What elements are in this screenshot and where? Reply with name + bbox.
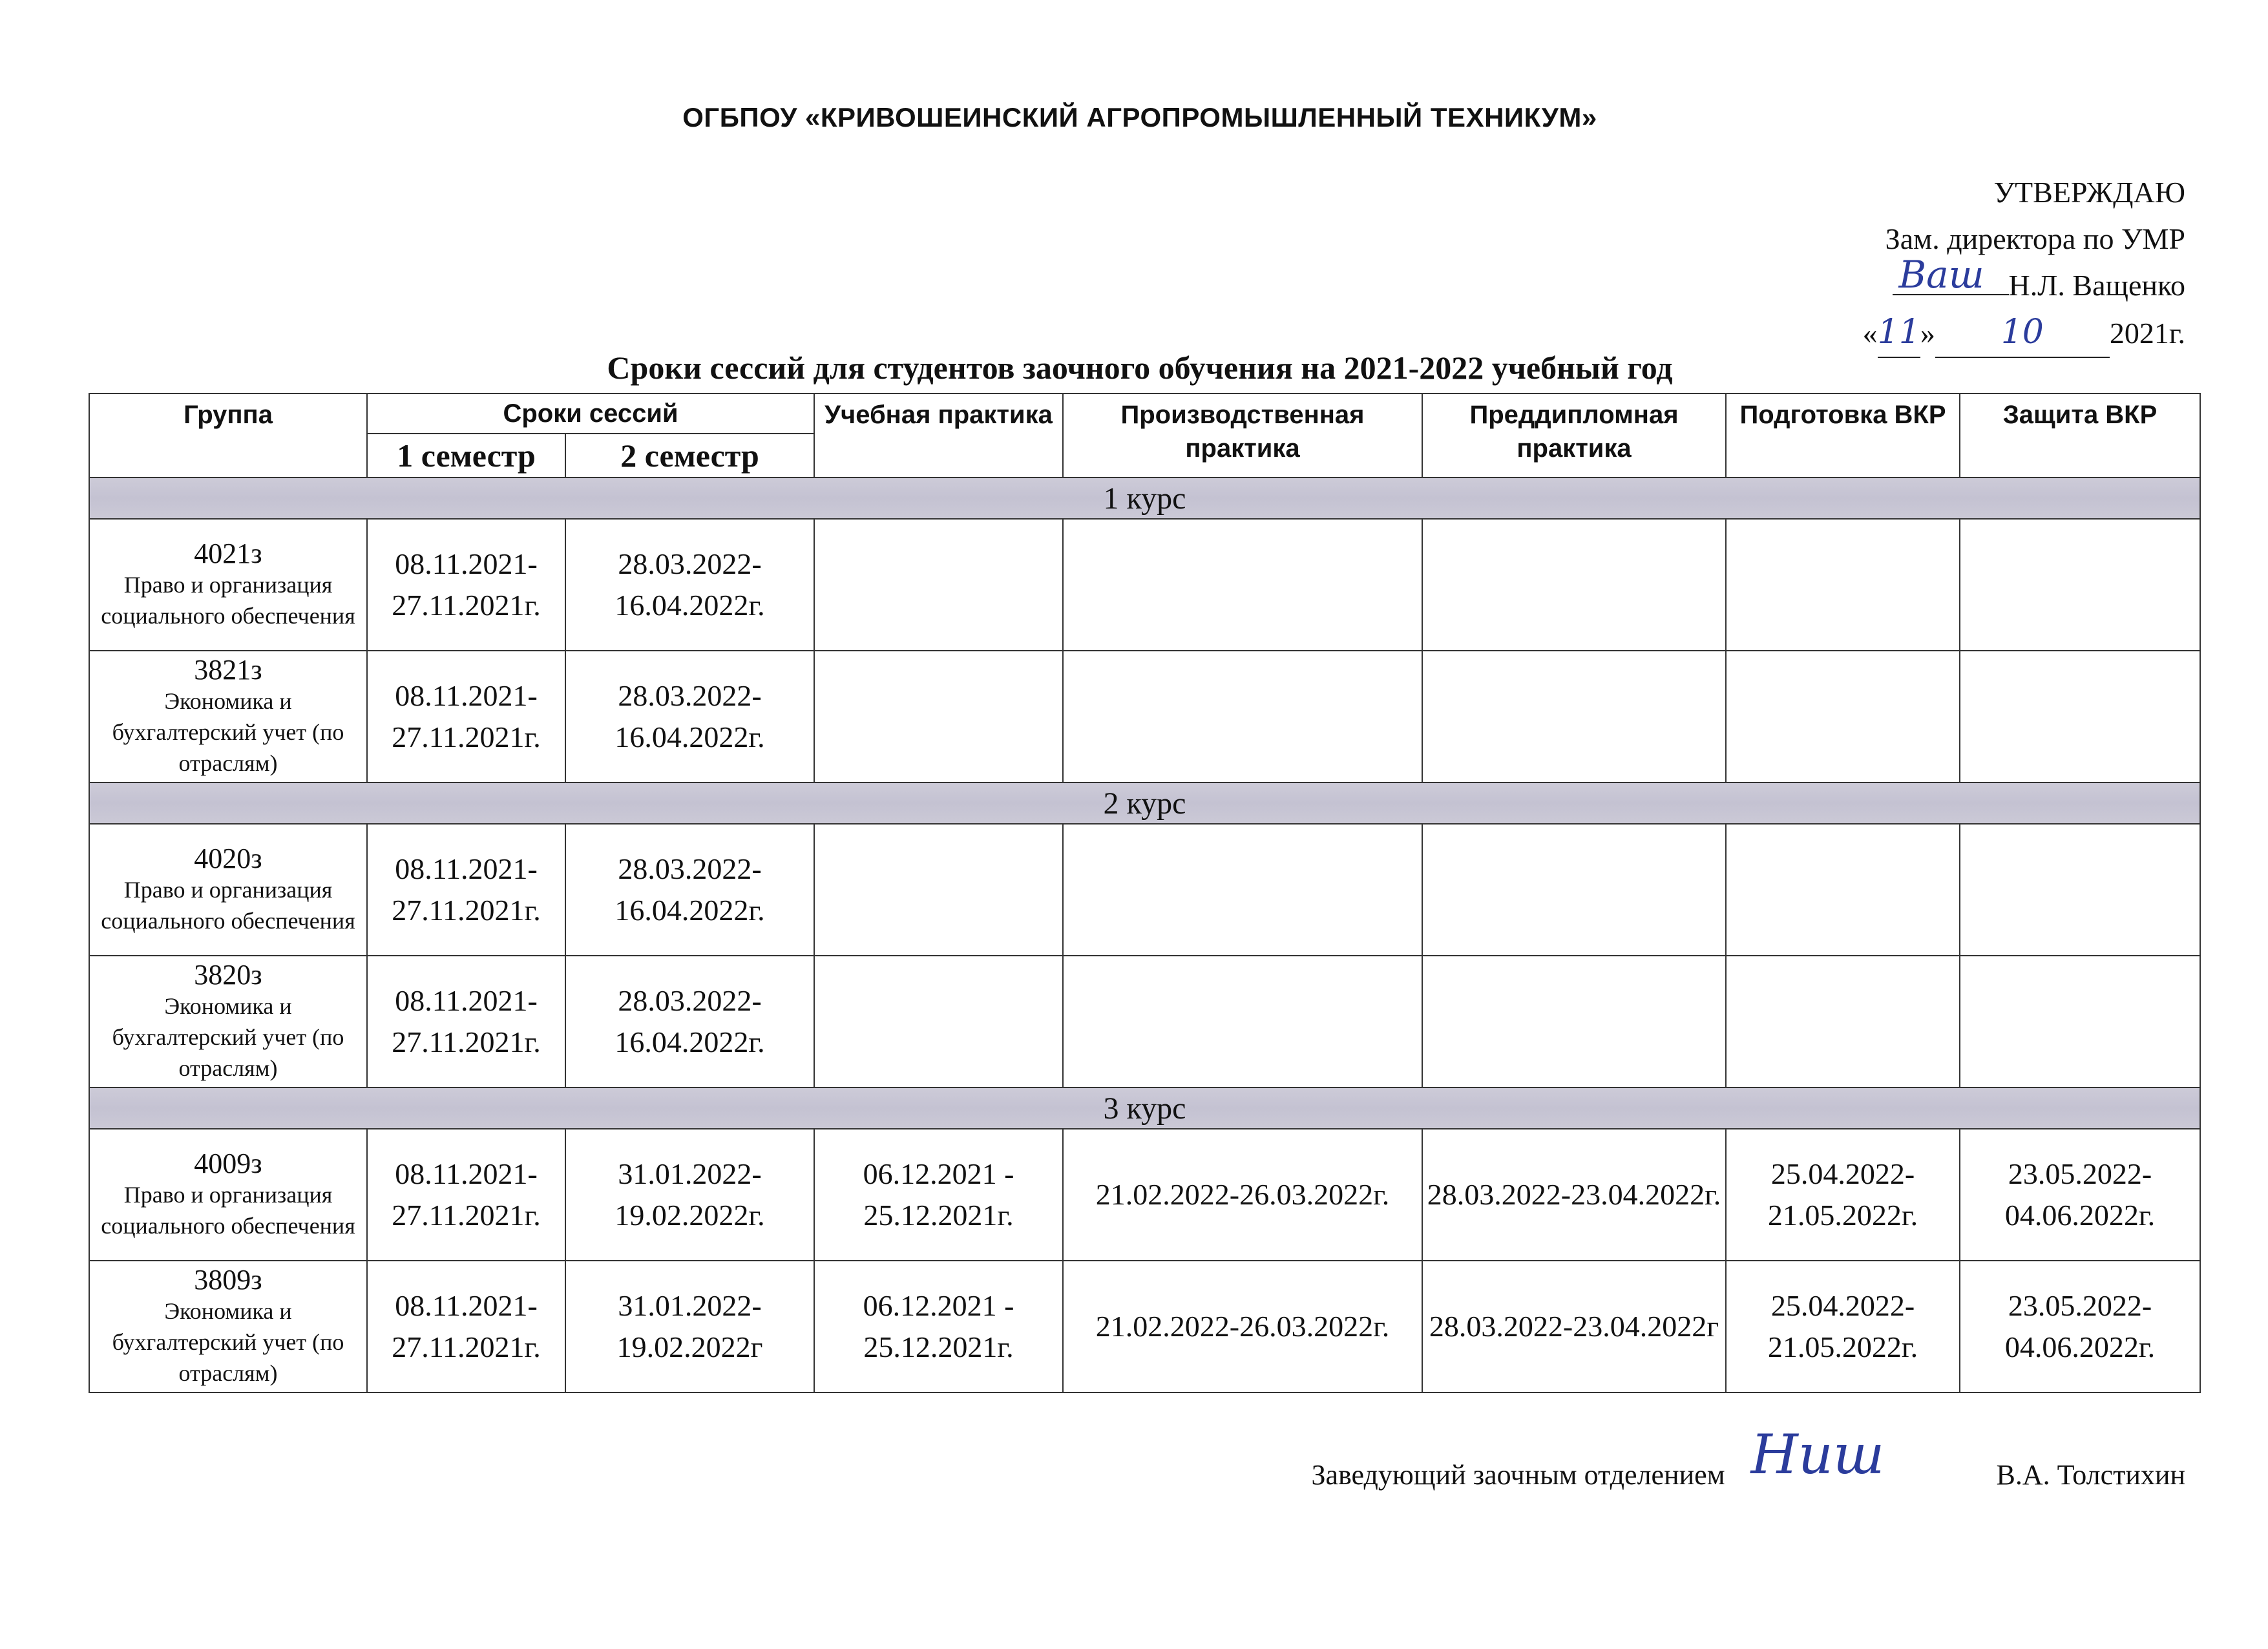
group-cell <box>89 1129 367 1261</box>
semester-2-dates: 31.01.2022-19.02.2022г <box>565 1261 814 1392</box>
header-vkr-defense: Защита ВКР <box>1960 394 2200 478</box>
organization-name: ОГБПОУ «КРИВОШЕИНСКИЙ АГРОПРОМЫШЛЕННЫЙ ТЕХНИКУМ» <box>682 102 1597 132</box>
approval-month: 10 <box>2000 313 2044 352</box>
production-practice-dates: 21.02.2022-26.03.2022г. <box>1063 1129 1422 1261</box>
course-label: 3 курс <box>89 1087 2200 1129</box>
group-specialty: Экономика и бухгалтерский учет (по отраслям) <box>112 688 344 776</box>
group-code: 3809з <box>194 1264 262 1296</box>
header-semester-2: 2 семестр <box>565 434 814 478</box>
semester-2-dates: 28.03.2022-16.04.2022г. <box>565 519 814 651</box>
vkr-defense-dates: 23.05.2022-04.06.2022г. <box>1960 1261 2200 1392</box>
table-row <box>89 519 2200 651</box>
semester-1-dates: 08.11.2021-27.11.2021г. <box>367 519 565 651</box>
footer-signature-space <box>1725 1423 1997 1494</box>
approval-name: Н.Л. Ващенко <box>2008 269 2185 302</box>
approval-year: 2021г. <box>2109 317 2185 350</box>
group-specialty: Экономика и бухгалтерский учет (по отраслям) <box>112 1298 344 1386</box>
semester-2-dates: 28.03.2022-16.04.2022г. <box>565 956 814 1087</box>
prediploma-practice-dates: 28.03.2022-23.04.2022г. <box>1422 1129 1726 1261</box>
header-semester-1: 1 семестр <box>367 434 565 478</box>
vkr-prep-dates <box>1726 519 1960 651</box>
production-practice-dates <box>1063 956 1422 1087</box>
vkr-prep-dates: 25.04.2022-21.05.2022г. <box>1726 1129 1960 1261</box>
study-practice-dates <box>814 824 1063 956</box>
course-label: 1 курс <box>89 478 2200 519</box>
approval-title: УТВЕРЖДАЮ <box>1993 176 2185 209</box>
group-code: 4020з <box>194 843 262 874</box>
production-practice-dates <box>1063 651 1422 782</box>
group-code: 3820з <box>194 959 262 991</box>
vkr-prep-dates <box>1726 824 1960 956</box>
semester-1-dates: 08.11.2021-27.11.2021г. <box>367 1261 565 1392</box>
vkr-defense-dates <box>1960 824 2200 956</box>
course-row <box>89 1087 2200 1129</box>
approval-signature-line <box>1863 253 2185 309</box>
study-practice-dates <box>814 519 1063 651</box>
header-study-practice: Учебная практика <box>814 394 1063 478</box>
semester-2-dates: 28.03.2022-16.04.2022г. <box>565 824 814 956</box>
semester-2-dates: 31.01.2022-19.02.2022г. <box>565 1129 814 1261</box>
footer-name: В.А. Толстихин <box>1996 1458 2185 1491</box>
course-label: 2 курс <box>89 782 2200 824</box>
header-vkr-prep: Подготовка ВКР <box>1726 394 1960 478</box>
schedule-body <box>89 478 2200 1392</box>
semester-1-dates: 08.11.2021-27.11.2021г. <box>367 824 565 956</box>
table-row <box>89 956 2200 1087</box>
study-practice-dates <box>814 651 1063 782</box>
header-sessions: Сроки сессий <box>367 394 814 434</box>
vkr-defense-dates <box>1960 519 2200 651</box>
study-practice-dates <box>814 956 1063 1087</box>
course-row <box>89 478 2200 519</box>
header-group: Группа <box>89 394 367 478</box>
group-code: 4009з <box>194 1148 262 1179</box>
group-specialty: Право и организация социального обеспечения <box>101 877 355 934</box>
prediploma-practice-dates <box>1422 519 1726 651</box>
production-practice-dates: 21.02.2022-26.03.2022г. <box>1063 1261 1422 1392</box>
approval-block <box>1863 169 2185 358</box>
group-cell <box>89 956 367 1087</box>
vkr-defense-dates <box>1960 956 2200 1087</box>
group-cell <box>89 651 367 782</box>
table-row <box>89 1261 2200 1392</box>
course-row <box>89 782 2200 824</box>
study-practice-dates: 06.12.2021 - 25.12.2021г. <box>814 1129 1063 1261</box>
approval-position: Зам. директора по УМР <box>1885 222 2185 255</box>
document-title: Сроки сессий для студентов заочного обучения на 2021-2022 учебный год <box>607 350 1673 386</box>
table-row <box>89 651 2200 782</box>
vkr-defense-dates <box>1960 651 2200 782</box>
group-code: 3821з <box>194 654 262 686</box>
vkr-prep-dates: 25.04.2022-21.05.2022г. <box>1726 1261 1960 1392</box>
vkr-defense-dates: 23.05.2022-04.06.2022г. <box>1960 1129 2200 1261</box>
semester-1-dates: 08.11.2021-27.11.2021г. <box>367 956 565 1087</box>
group-cell <box>89 1261 367 1392</box>
group-cell <box>89 824 367 956</box>
handwritten-signature: Ваш <box>1898 253 1984 297</box>
table-row <box>89 824 2200 956</box>
prediploma-practice-dates <box>1422 824 1726 956</box>
prediploma-practice-dates <box>1422 651 1726 782</box>
table-row <box>89 1129 2200 1261</box>
group-cell <box>89 519 367 651</box>
prediploma-practice-dates: 28.03.2022-23.04.2022г <box>1422 1261 1726 1392</box>
footer-signature-block <box>1311 1423 2185 1494</box>
signature-blank <box>1893 253 2009 297</box>
approval-day: 11 <box>1877 313 1920 352</box>
footer-position: Заведующий заочным отделением <box>1311 1458 1725 1491</box>
header-prediploma-practice: Преддипломная практика <box>1422 394 1726 478</box>
header-production-practice: Производственная практика <box>1063 394 1422 478</box>
production-practice-dates <box>1063 519 1422 651</box>
prediploma-practice-dates <box>1422 956 1726 1087</box>
group-specialty: Экономика и бухгалтерский учет (по отраслям) <box>112 993 344 1081</box>
semester-2-dates: 28.03.2022-16.04.2022г. <box>565 651 814 782</box>
semester-1-dates: 08.11.2021-27.11.2021г. <box>367 651 565 782</box>
schedule-table <box>89 393 2201 1393</box>
group-code: 4021з <box>194 538 262 569</box>
production-practice-dates <box>1063 824 1422 956</box>
group-specialty: Право и организация социального обеспечения <box>101 572 355 629</box>
group-specialty: Право и организация социального обеспечения <box>101 1182 355 1239</box>
study-practice-dates: 06.12.2021 - 25.12.2021г. <box>814 1261 1063 1392</box>
approval-date: «11» 10 2021г. <box>1863 309 2185 358</box>
semester-1-dates: 08.11.2021-27.11.2021г. <box>367 1129 565 1261</box>
vkr-prep-dates <box>1726 956 1960 1087</box>
footer-handwritten-signature: Ниш <box>1750 1423 1885 1486</box>
vkr-prep-dates <box>1726 651 1960 782</box>
